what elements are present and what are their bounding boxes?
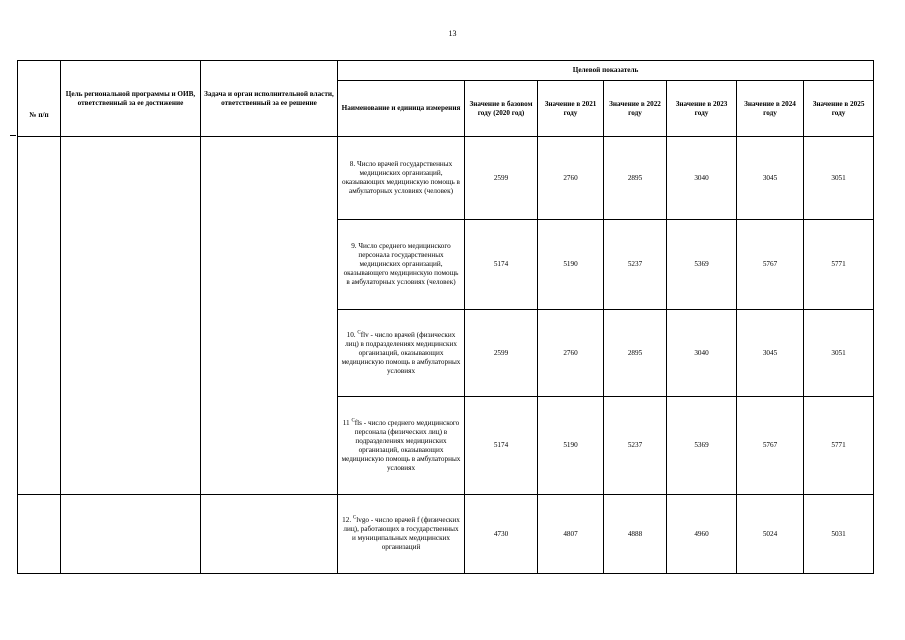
- indicator-name: [338, 310, 465, 397]
- indicator-number: 11: [342, 418, 350, 427]
- value-2021: 2760: [538, 137, 604, 220]
- index-cell: [18, 495, 61, 574]
- header-year-2024: Значение в 2024 году: [737, 81, 804, 137]
- value-2025: 5031: [804, 495, 874, 574]
- value-2024: 5767: [737, 220, 804, 310]
- margin-mark: [10, 135, 16, 136]
- value-2021: 4807: [538, 495, 604, 574]
- value-2024: 5024: [737, 495, 804, 574]
- value-2025: 3051: [804, 310, 874, 397]
- value-base: 2599: [465, 310, 538, 397]
- indicator-name: [338, 397, 465, 495]
- header-year-2023: Значение в 2023 году: [667, 81, 737, 137]
- target-indicators-table: [17, 60, 874, 574]
- value-2024: 3045: [737, 137, 804, 220]
- indicator-text: lvgo - число врачей f (физических лиц), работающих в государственных и муниципальных медицинских организаций: [343, 516, 460, 551]
- header-task: Задача и орган исполнительной власти, ответственный за ее решение: [201, 61, 338, 137]
- task-cell: [201, 137, 338, 495]
- indicator-text: fls - число среднего медицинского персонала (физических лиц) в подразделениях медицинских организаций, оказывающих медицинскую помощь в амбулаторных условиях: [341, 418, 461, 472]
- value-2023: 3040: [667, 310, 737, 397]
- value-2022: 2895: [604, 137, 667, 220]
- index-cell: [18, 137, 61, 495]
- indicator-number: 12.: [342, 516, 352, 524]
- indicator-text: flv - число врачей (физических лиц) в подразделениях медицинских организаций, оказывающих медицинскую помощь в амбулаторных условиях: [341, 330, 461, 375]
- indicator-name: 8. Число врачей государственных медицинских организаций, оказывающих медицинскую помощь в амбулаторных условиях (человек): [338, 137, 465, 220]
- header-year-2025: Значение в 2025 году: [804, 81, 874, 137]
- header-year-2022: Значение в 2022 году: [604, 81, 667, 137]
- header-year-base: Значение в базовом году (2020 год): [465, 81, 538, 137]
- table-row: [18, 495, 874, 574]
- value-2021: 2760: [538, 310, 604, 397]
- value-2022: 4888: [604, 495, 667, 574]
- task-cell: [201, 495, 338, 574]
- value-2023: 5369: [667, 220, 737, 310]
- value-2025: 5771: [804, 220, 874, 310]
- table-row: [18, 137, 874, 220]
- value-base: 4730: [465, 495, 538, 574]
- value-2025: 3051: [804, 137, 874, 220]
- value-base: 5174: [465, 220, 538, 310]
- header-year-2021: Значение в 2021 году: [538, 81, 604, 137]
- indicator-name: [338, 495, 465, 574]
- value-2021: 5190: [538, 220, 604, 310]
- value-2022: 5237: [604, 220, 667, 310]
- value-2022: 2895: [604, 310, 667, 397]
- value-2025: 5771: [804, 397, 874, 495]
- goal-cell: [61, 137, 201, 495]
- indicator-symbol: C: [351, 418, 355, 424]
- page-number: 13: [448, 29, 457, 38]
- value-2021: 5190: [538, 397, 604, 495]
- indicator-number: 10.: [346, 330, 356, 339]
- value-2022: 5237: [604, 397, 667, 495]
- value-2023: 3040: [667, 137, 737, 220]
- header-target-indicator: Целевой показатель: [338, 61, 874, 81]
- indicator-name: 9. Число среднего медицинского персонала государственных медицинских организаций, оказывающего медицинскую помощь в амбулаторных условиях (человек): [338, 220, 465, 310]
- value-2024: 3045: [737, 310, 804, 397]
- value-2023: 4960: [667, 495, 737, 574]
- value-base: 2599: [465, 137, 538, 220]
- value-base: 5174: [465, 397, 538, 495]
- goal-cell: [61, 495, 201, 574]
- indicator-symbol: C: [357, 330, 361, 336]
- header-name-unit: Наименование и единица измерения: [338, 81, 465, 137]
- header-goal: Цель региональной программы и ОИВ, ответственный за ее достижение: [61, 61, 201, 137]
- header-index: № п/п: [18, 61, 61, 137]
- indicator-symbol: C: [352, 515, 357, 521]
- value-2023: 5369: [667, 397, 737, 495]
- value-2024: 5767: [737, 397, 804, 495]
